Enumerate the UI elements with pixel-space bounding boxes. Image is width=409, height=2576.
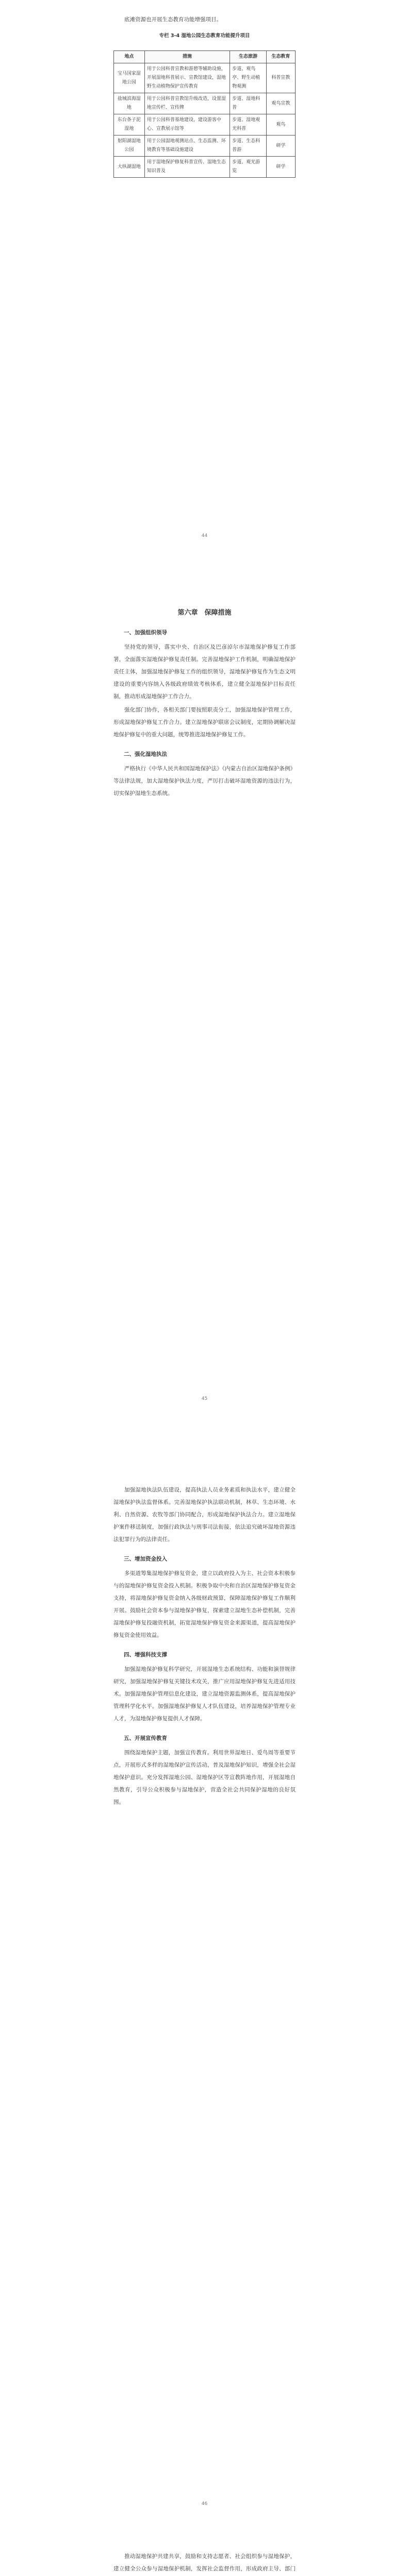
section-heading: 四、增强科技支撑	[124, 1652, 167, 1658]
document-page-2	[0, 554, 409, 1417]
table-cell: 观鸟宣教	[266, 93, 295, 114]
table-cell: 用于公园科普基地建设，建设游客中心、宣教展示馆等	[144, 114, 230, 135]
table-header-cell: 生态旅游	[230, 51, 266, 63]
body-paragraph: 严格执行《中华人民共和国湿地保护法》《内蒙古自治区湿地保护条例》等法律法规，加大湿地保护执法力度，严厉打击破坏湿地资源的违法行为，切实保护湿地生态系统。	[113, 766, 296, 796]
body-paragraph: 加强湿地执法队伍建设，提高执法人员业务素质和执法水平，建立健全湿地保护执法监督体系。完善湿地保护执法联动机制，林草、生态环境、水利、自然资源、农牧等部门协同配合，形成湿地保护执法合力。建立湿地保护案件移送制度，加强行政执法与刑事司法衔接，依法追究破坏湿地资源违法犯罪行为的法律责任。	[113, 1487, 296, 1543]
page-number: 46	[201, 2501, 208, 2506]
section-heading: 三、增加资金投入	[124, 1556, 167, 1562]
table-header-cell: 生态教育	[266, 51, 295, 63]
table-cell: 盐城滨海湿地	[114, 93, 145, 114]
table-row	[114, 63, 296, 93]
body-paragraph: 推动湿地保护共建共享，鼓励和支持志愿者、社会组织参与湿地保护，建立健全公众参与湿地保护机制，发挥社会监督作用，形成政府主导、部门	[113, 2553, 296, 2572]
table-cell: 东台条子泥湿地	[114, 114, 145, 135]
table-cell: 宝马国家湿地公园	[114, 63, 145, 93]
table-cell: 用于公园科普宣教馆升级改造，设置湿地宣传栏、宣传牌	[144, 93, 230, 114]
body-paragraph: 围绕湿地保护主题，加强宣传教育。利用世界湿地日、爱鸟周等重要节点，开展形式多样的湿地保护宣传活动，普及湿地保护知识，增强全社会湿地保护意识。充分发挥湿地公园、湿地保护区等宣教阵地作用，开展湿地自然教育，引导公众积极参与湿地保护，营造全社会共同保护湿地的良好氛围。	[113, 1750, 296, 1805]
table-cell: 用于公园科普宣教和游憩等辅助设施，开展湿地科普展示、宣教馆建设，湿地野生动植物保护宣传教育	[144, 63, 230, 93]
table-cell: 步道、观鸟亭、野生动植物观测	[230, 63, 266, 93]
page-2-content	[113, 607, 296, 801]
document-page-4	[0, 2530, 409, 2576]
table-cell: 研学	[266, 135, 295, 157]
chapter-title: 第六章 保障措施	[177, 609, 232, 617]
page-number: 44	[201, 533, 208, 538]
table-cell: 研学	[266, 157, 295, 178]
section-heading: 一、加强组织领导	[124, 630, 167, 636]
table-cell: 步道、生态科普游	[230, 135, 266, 157]
section-heading: 二、强化湿地执法	[124, 751, 167, 757]
section-heading: 五、开展宣传教育	[124, 1735, 167, 1741]
table-cell: 用于公园湿地观测站点、生态监测、环境教育等基础设施建设	[144, 135, 230, 157]
table-caption: 专栏 3-4 湿地公园生态教育功能提升项目	[159, 33, 250, 39]
table-cell: 大纵湖湿地	[114, 157, 145, 178]
table-cell: 观鸟	[266, 114, 295, 135]
table-cell: 科普宣教	[266, 63, 295, 93]
table-header-row	[114, 51, 296, 63]
table-cell: 步道、湿地科普	[230, 93, 266, 114]
table-row	[114, 135, 296, 157]
page-1-intro: 底滩资源也开展生态教育功能增强项目。	[124, 16, 222, 23]
wetland-table	[113, 50, 296, 178]
table-cell: 射阳湖湿地公园	[114, 135, 145, 157]
page-number: 45	[201, 1396, 208, 1401]
document-page-1	[0, 0, 409, 551]
table-header-cell: 措施	[144, 51, 230, 63]
page-1-content	[113, 13, 296, 45]
table-row	[114, 114, 296, 135]
body-paragraph: 坚持党的领导，落实中央、自治区及巴彦淖尔市湿地保护修复工作部署，全面落实湿地保护修复责任制。完善湿地保护工作机制，明确湿地保护责任主体，加强湿地保护修复工作的组织领导，湿地保护修复作为生态文明建设的重要内容纳入各级政府绩效考核体系，建立健全湿地保护目标责任制，推动形成湿地保护工作合力。	[113, 644, 296, 700]
body-paragraph: 强化部门协作，各相关部门要按照职责分工，加强湿地保护管理工作，形成湿地保护修复工作合力。建立湿地保护联席会议制度，定期协调解决湿地保护修复中的重大问题，统筹推进湿地保护修复工作。	[113, 707, 296, 738]
body-paragraph: 多渠道筹集湿地保护修复资金，建立以政府投入为主、社会资本积极参与的湿地保护修复资金投入机制。积极争取中央和自治区湿地保护修复资金支持，将湿地保护修复资金纳入各级财政预算，保障湿地保护修复工作顺利开展。鼓励社会资本参与湿地保护修复，探索建立湿地生态补偿机制，完善湿地保护修复投融资机制，拓宽湿地保护修复资金来源渠道，提高湿地保护修复资金使用效益。	[113, 1570, 296, 1638]
table-row	[114, 93, 296, 114]
table-cell: 用于湿地保护修复科普宣传、湿地生态知识普及	[144, 157, 230, 178]
page-3-content	[113, 1484, 296, 1809]
body-paragraph: 加强湿地保护修复科学研究，开展湿地生态系统结构、功能和演替规律研究，加强湿地保护修复关键技术攻关，推广应用湿地保护修复先进适用技术。加强湿地保护管理信息化建设，建立湿地资源监测体系，提高湿地保护管理科学化水平。加强湿地保护修复人才队伍建设，培养湿地保护管理专业人才，为湿地保护修复提供人才保障。	[113, 1666, 296, 1722]
table-cell: 步道、观光游览	[230, 157, 266, 178]
page-4-content	[113, 2550, 296, 2576]
table-cell: 步道、湿地观光科普	[230, 114, 266, 135]
document-page-3	[0, 1422, 409, 2524]
table-header-cell: 地点	[114, 51, 145, 63]
table-row	[114, 157, 296, 178]
